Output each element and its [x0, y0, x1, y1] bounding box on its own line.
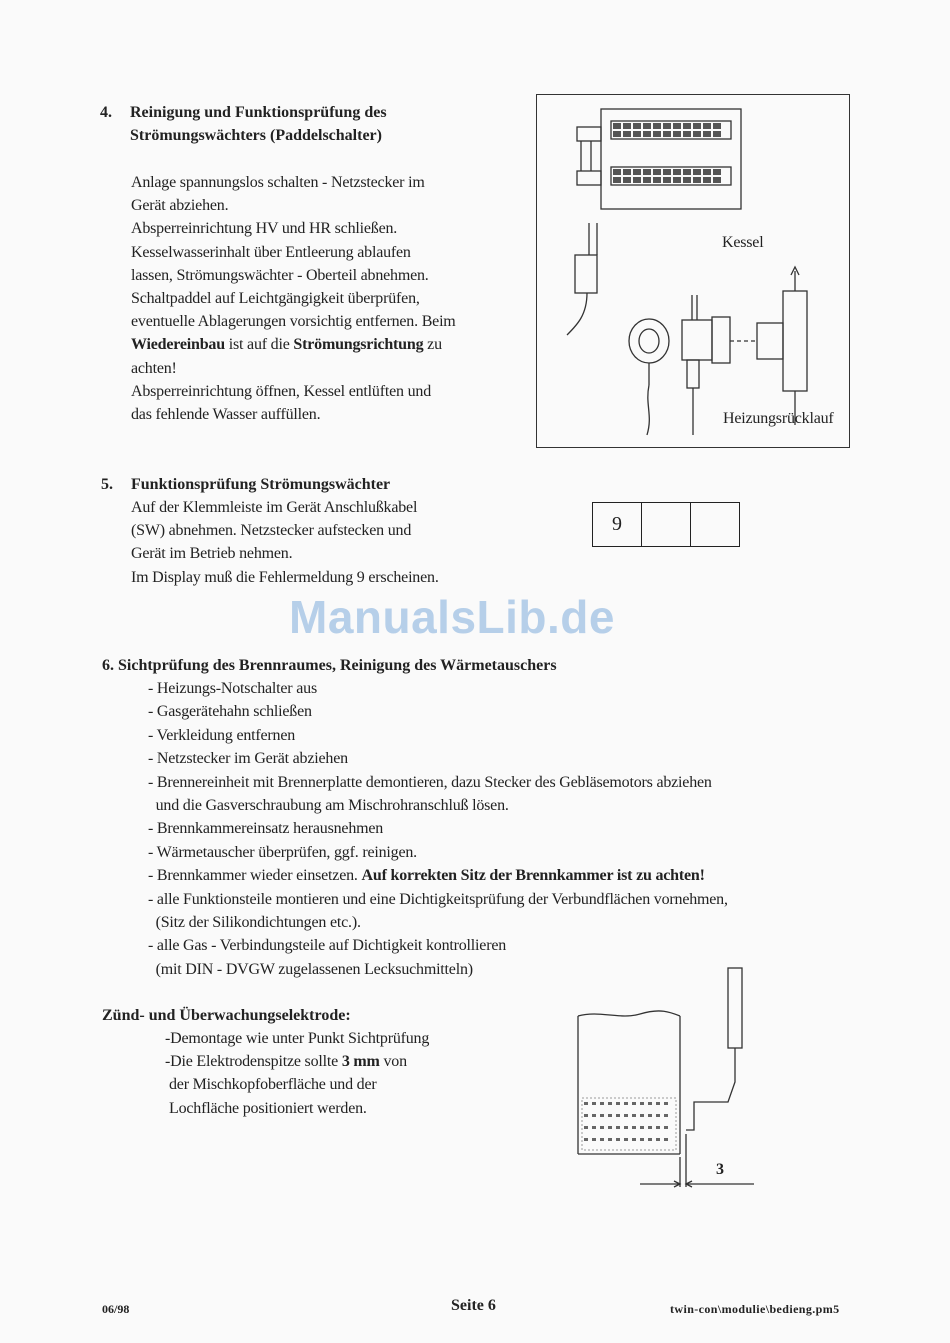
section4-line: das fehlende Wasser auffüllen.: [131, 406, 321, 424]
stroemungsrichtung-bold: Strömungsrichtung: [293, 336, 424, 354]
section5-number: 5.: [101, 476, 113, 493]
section4-line: Absperreinrichtung öffnen, Kessel entlüften und: [131, 382, 431, 400]
text-segment: ist auf die: [224, 336, 294, 354]
electrode-line: Lochfläche positioniert werden.: [169, 1099, 367, 1117]
section5-line: Auf der Klemmleiste im Gerät Anschlußkabel: [131, 499, 418, 516]
display-digit: [691, 503, 739, 546]
section4-heading: [100, 101, 387, 147]
section4-line: lassen, Strömungswächter - Oberteil abnehmen.: [131, 266, 429, 284]
label-heizungsruecklauf: Heizungsrücklauf: [723, 410, 834, 427]
section4-line: Absperreinrichtung HV und HR schließen.: [131, 220, 398, 238]
section4-text: [131, 171, 511, 426]
section6-list: [148, 677, 848, 981]
list-item: - alle Gas - Verbindungsteile auf Dichtigkeit kontrollieren: [148, 937, 507, 955]
brennkammer-warning: Auf korrekten Sitz der Brennkammer ist zu achten!: [361, 867, 705, 885]
text-segment: zu: [423, 336, 442, 354]
electrode-diagram: [570, 962, 770, 1197]
footer-page: Seite 6: [451, 1297, 496, 1314]
section4-number: 4.: [100, 104, 112, 121]
section5-line: Gerät im Betrieb nehmen.: [131, 545, 293, 563]
electrode-text: [165, 1027, 525, 1120]
section4-title-line2: Strömungswächters (Paddelschalter): [130, 127, 382, 144]
section5-title: Funktionsprüfung Strömungswächter: [131, 476, 391, 493]
list-item: - Brennereinheit mit Brennerplatte demontieren, dazu Stecker des Gebläsemotors abziehen: [148, 773, 712, 791]
list-item: - Wärmetauscher überprüfen, ggf. reinigen.: [148, 843, 417, 861]
section5-text: [131, 496, 531, 589]
list-item: (Sitz der Silikondichtungen etc.).: [148, 914, 361, 932]
footer-file: twin-con\modulie\bedieng.pm5: [670, 1302, 840, 1316]
section4-line: achten!: [131, 359, 177, 377]
list-item: - Brennkammereinsatz herausnehmen: [148, 820, 384, 838]
electrode-title: Zünd- und Überwachungselektrode:: [102, 1007, 351, 1024]
list-item-emphasis: [148, 864, 848, 887]
text-segment: von: [379, 1053, 407, 1071]
dimension-label: 3: [716, 1161, 724, 1178]
text-segment: -Die Elektrodenspitze sollte: [165, 1053, 342, 1071]
list-item: (mit DIN - DVGW zugelassenen Lecksuchmitteln): [148, 960, 473, 978]
list-item: - Gasgerätehahn schließen: [148, 703, 312, 721]
list-item: und die Gasverschraubung am Mischrohranschluß lösen.: [148, 797, 509, 815]
flow-switch-figure: [536, 94, 850, 448]
section6-title: 6. Sichtprüfung des Brennraumes, Reinigung des Wärmetauschers: [102, 657, 557, 674]
error-display: [592, 502, 740, 547]
list-item: - Netzstecker im Gerät abziehen: [148, 750, 348, 768]
list-item: - Verkleidung entfernen: [148, 726, 296, 744]
list-item: - Heizungs-Notschalter aus: [148, 680, 317, 697]
electrode-line: [165, 1050, 525, 1073]
electrode-line: der Mischkopfoberfläche und der: [169, 1076, 377, 1094]
label-kessel: Kessel: [722, 234, 764, 251]
section4-title-line1: Reinigung und Funktionsprüfung des: [130, 104, 387, 121]
electrode-figure: [570, 962, 770, 1197]
section4-line: Kesselwasserinhalt über Entleerung ablaufen: [131, 243, 411, 261]
footer-date: 06/98: [102, 1302, 130, 1316]
section4-line: Gerät abziehen.: [131, 197, 229, 215]
section4-line: Schaltpaddel auf Leichtgängigkeit überprüfen,: [131, 290, 420, 308]
watermark[interactable]: ManualsLib.de: [289, 591, 615, 643]
section5-heading: [101, 473, 391, 496]
section4-line: Anlage spannungslos schalten - Netzstecker im: [131, 174, 425, 191]
section5-line: (SW) abnehmen. Netzstecker aufstecken und: [131, 522, 412, 540]
text-segment: - Brennkammer wieder einsetzen.: [148, 867, 362, 885]
wiedereinbau-bold: Wiedereinbau: [131, 336, 225, 354]
section5-line: Im Display muß die Fehlermeldung 9 erscheinen.: [131, 568, 439, 586]
display-digit: 9: [593, 503, 642, 546]
distance-bold: 3 mm: [341, 1053, 380, 1071]
section4-line: eventuelle Ablagerungen vorsichtig entfernen. Beim: [131, 313, 456, 331]
flow-switch-diagram: [537, 95, 849, 447]
section4-line-emphasis: [131, 333, 511, 356]
display-digit: [642, 503, 691, 546]
list-item: - alle Funktionsteile montieren und eine Dichtigkeitsprüfung der Verbundflächen vornehmen,: [148, 890, 728, 908]
electrode-line: -Demontage wie unter Punkt Sichtprüfung: [165, 1030, 430, 1047]
